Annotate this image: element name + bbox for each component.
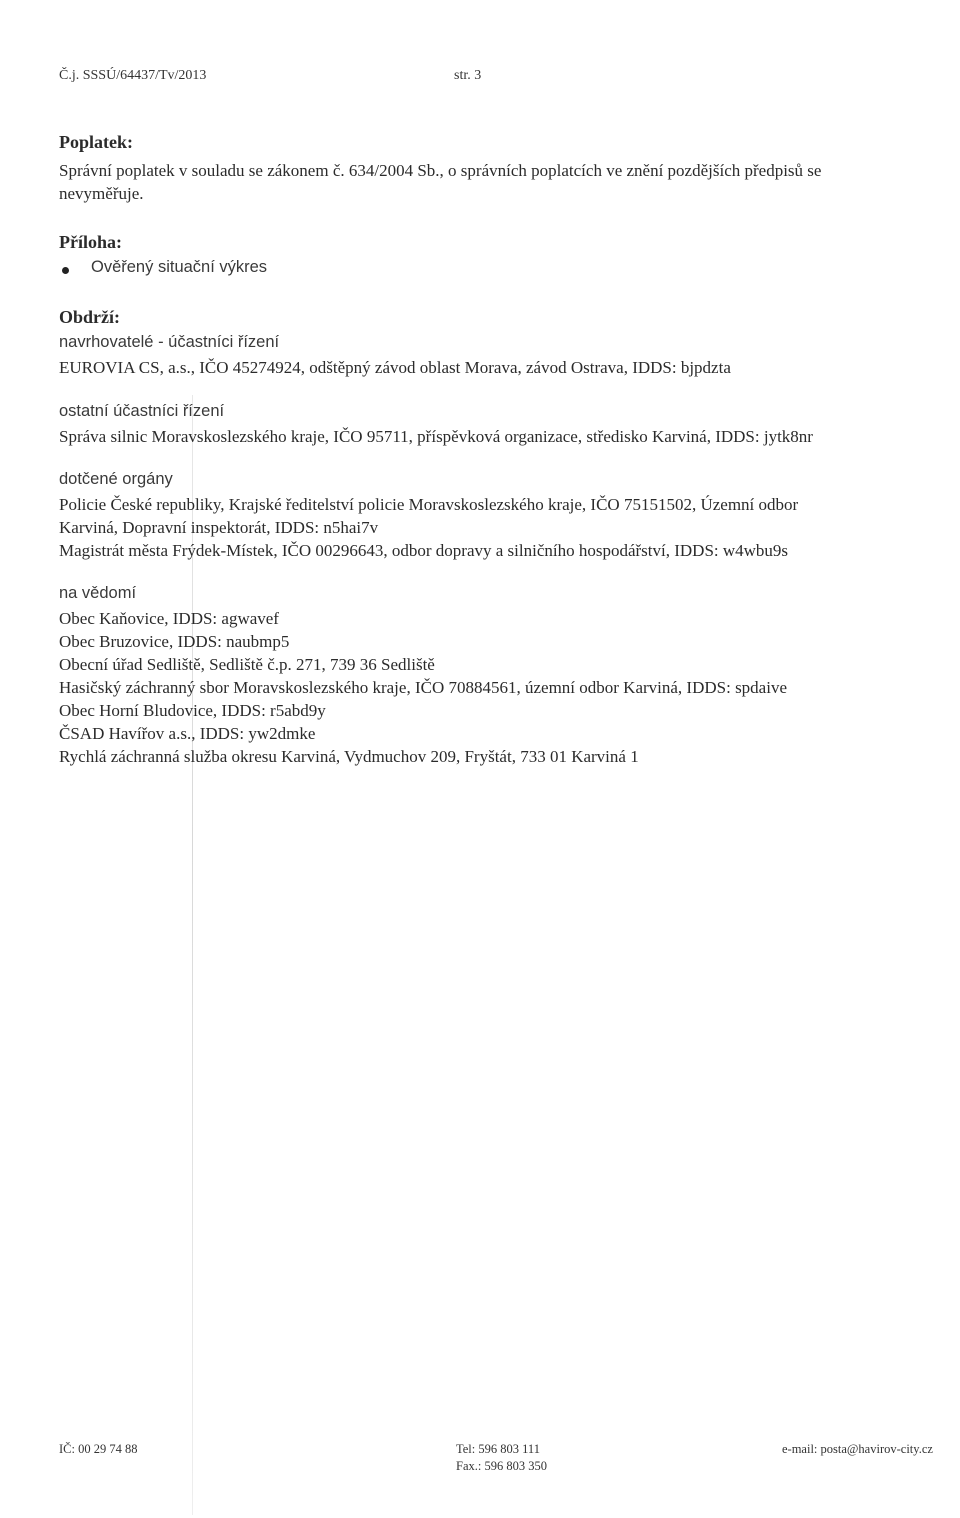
footer-tel: Tel: 596 803 111 [456, 1442, 540, 1456]
authorities-label: dotčené orgány [59, 470, 173, 488]
bullet-icon [62, 267, 69, 274]
fee-text-line-2: nevyměřuje. [59, 184, 144, 203]
authority-entry-2: Magistrát města Frýdek-Místek, IČO 00296643, odbor dopravy a silničního hospodářství, IDDS: w4wbu9s [59, 541, 789, 560]
applicants-label: navrhovatelé - účastníci řízení [59, 333, 280, 351]
other-party-entry: Správa silnic Moravskoslezského kraje, IČO 95711, příspěvková organizace, středisko Karviná, IDDS: jytk8nr [59, 427, 813, 446]
footer-email: e-mail: posta@havirov-city.cz [782, 1442, 933, 1456]
footer-fax: Fax.: 596 803 350 [456, 1459, 547, 1473]
attachment-item: Ověřený situační výkres [91, 258, 268, 276]
authority-entry-1-cont: Karviná, Dopravní inspektorát, IDDS: n5hai7v [59, 518, 379, 537]
info-entry-1: Obec Kaňovice, IDDS: agwavef [59, 609, 279, 628]
info-entry-4: Hasičský záchranný sbor Moravskoslezského kraje, IČO 70884561, územní odbor Karviná, IDDS: spdaive [59, 678, 787, 697]
page-number: str. 3 [454, 68, 482, 83]
fee-text-line-1: Správní poplatek v souladu se zákonem č. 634/2004 Sb., o správních poplatcích ve znění pozdějších předpisů se [59, 161, 822, 180]
reference-number: Č.j. SSSÚ/64437/Tv/2013 [59, 68, 207, 83]
info-entry-2: Obec Bruzovice, IDDS: naubmp5 [59, 632, 290, 651]
footer-ico: IČ: 00 29 74 88 [59, 1442, 138, 1456]
recipients-heading: Obdrží: [59, 307, 120, 327]
applicant-entry: EUROVIA CS, a.s., IČO 45274924, odštěpný závod oblast Morava, závod Ostrava, IDDS: bjpdzta [59, 358, 731, 377]
info-entry-3: Obecní úřad Sedliště, Sedliště č.p. 271, 739 36 Sedliště [59, 655, 435, 674]
attachment-heading: Příloha: [59, 232, 122, 252]
authority-entry-1: Policie České republiky, Krajské ředitelství policie Moravskoslezského kraje, IČO 75151502, Územní odbor [59, 495, 799, 514]
other-parties-label: ostatní účastníci řízení [59, 402, 225, 420]
info-entry-7: Rychlá záchranná služba okresu Karviná, Vydmuchov 209, Fryštát, 733 01 Karviná 1 [59, 747, 639, 766]
scan-artifact-line [192, 395, 193, 1515]
info-entry-5: Obec Horní Bludovice, IDDS: r5abd9y [59, 701, 326, 720]
fee-heading: Poplatek: [59, 132, 133, 152]
for-information-label: na vědomí [59, 584, 137, 602]
info-entry-6: ČSAD Havířov a.s., IDDS: yw2dmke [59, 724, 316, 743]
